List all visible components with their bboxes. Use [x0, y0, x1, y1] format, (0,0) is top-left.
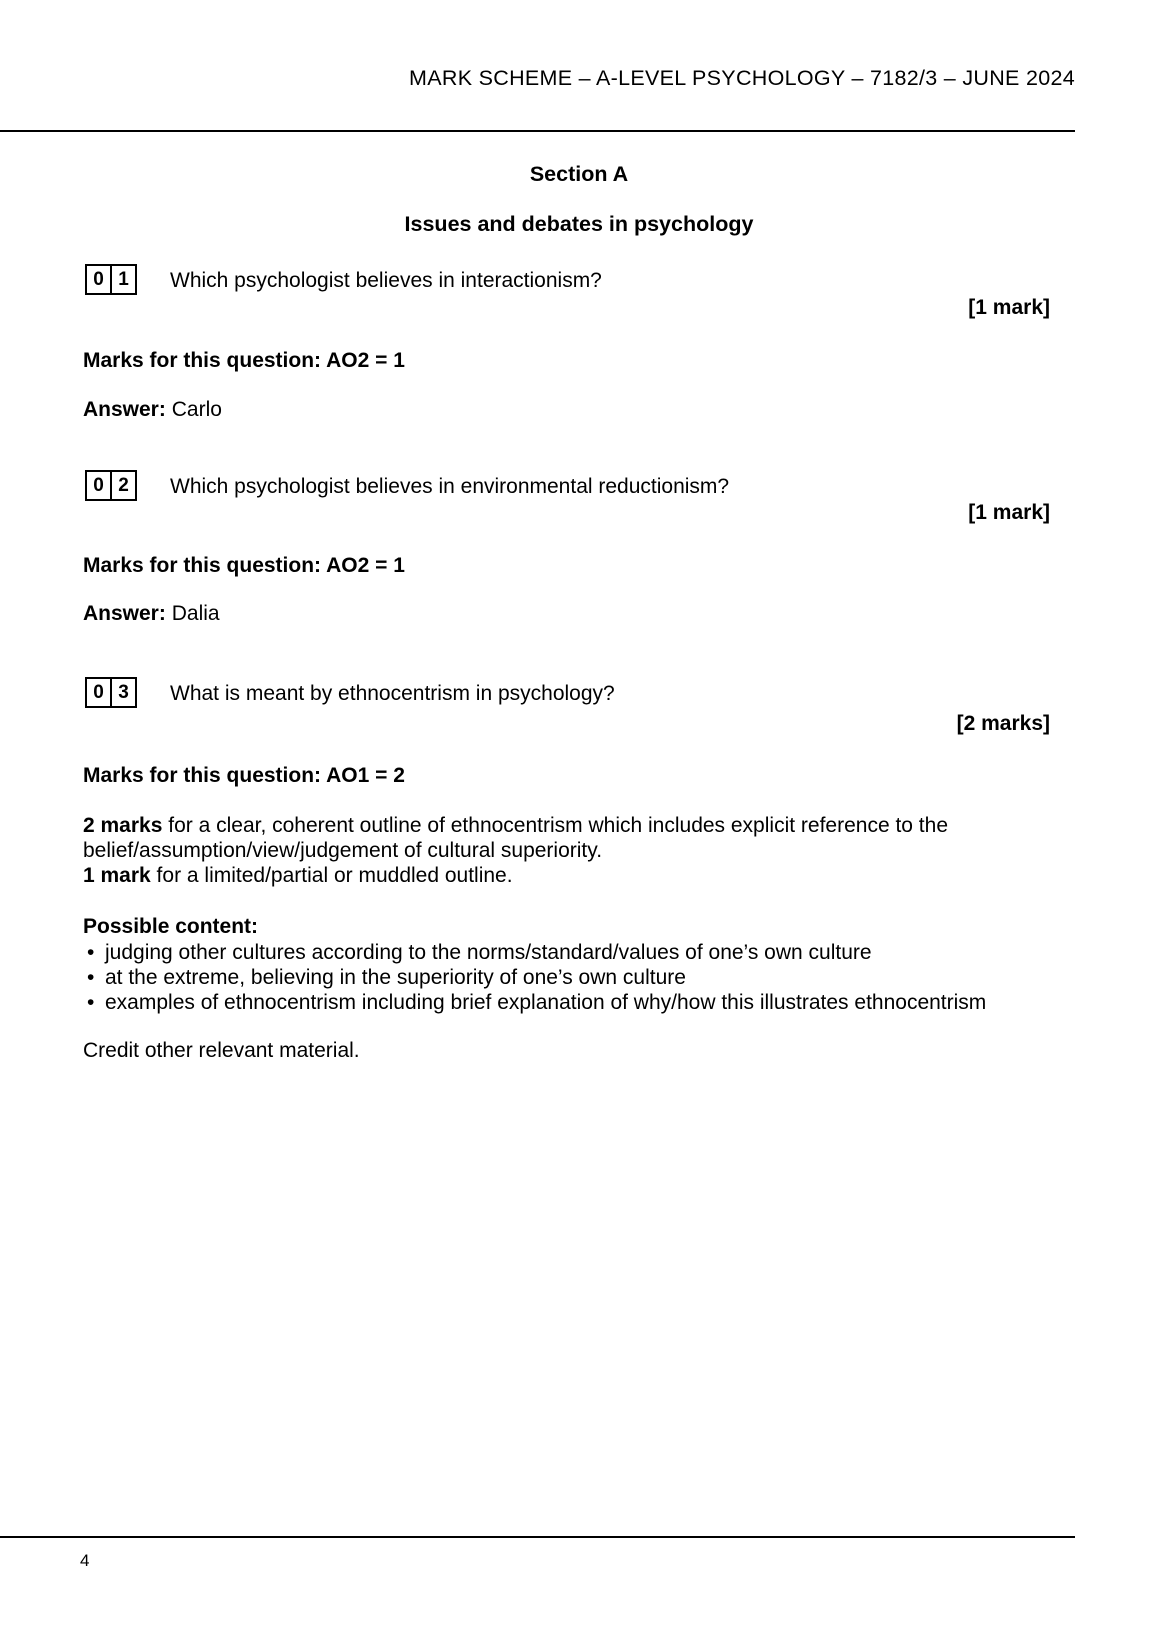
marking-guidance-line [83, 863, 1063, 888]
guidance-text-run: for a limited/partial or muddled outline. [150, 864, 513, 887]
answer-value: Dalia [171, 602, 220, 625]
credit-note: Credit other relevant material. [83, 1039, 360, 1062]
bullet-text: judging other cultures according to the norms/standard/values of one’s own culture [105, 941, 872, 964]
question-number-box-01 [85, 264, 137, 295]
marks-info-01: Marks for this question: AO2 = 1 [83, 349, 405, 372]
question-number-digit: 0 [87, 266, 112, 293]
answer-value: Carlo [171, 398, 222, 421]
question-number-digit: 2 [118, 475, 129, 496]
bullet-text: examples of ethnocentrism including brief explanation of why/how this illustrates ethnocentrism [105, 991, 987, 1014]
question-number-box-03 [85, 677, 137, 708]
section-subtitle: Issues and debates in psychology [404, 212, 754, 236]
answer-line-01 [83, 397, 222, 422]
bullet-text: at the extreme, believing in the superiority of one’s own culture [105, 966, 686, 989]
footer-rule [0, 1536, 1075, 1538]
guidance-bold-run: 2 marks [83, 814, 163, 837]
question-text-03: What is meant by ethnocentrism in psychology? [170, 682, 615, 705]
marks-info-03: Marks for this question: AO1 = 2 [83, 764, 405, 787]
question-number-digit: 0 [87, 472, 112, 499]
answer-label: Answer: [83, 602, 166, 625]
list-item [83, 990, 1073, 1015]
list-item [83, 965, 1073, 990]
bullet-icon: • [87, 966, 95, 989]
answer-line-02 [83, 601, 220, 626]
document-header-title: MARK SCHEME – A-LEVEL PSYCHOLOGY – 7182/3 – JUNE 2024 [409, 66, 1075, 90]
guidance-text-run: belief/assumption/view/judgement of cultural superiority. [83, 839, 603, 862]
marks-allocation-01: [1 mark] [968, 296, 1050, 319]
header-rule [0, 130, 1075, 132]
possible-content-list [83, 940, 1073, 1015]
question-text-02: Which psychologist believes in environmental reductionism? [170, 475, 730, 498]
guidance-text-run: for a clear, coherent outline of ethnocentrism which includes explicit reference to the [162, 814, 948, 837]
marks-allocation-02: [1 mark] [968, 501, 1050, 524]
question-number-box-02 [85, 470, 137, 501]
bullet-icon: • [87, 991, 95, 1014]
question-text-01: Which psychologist believes in interactionism? [170, 269, 602, 292]
marks-info-02: Marks for this question: AO2 = 1 [83, 554, 405, 577]
question-number-digit: 3 [118, 682, 129, 703]
bullet-icon: • [87, 941, 95, 964]
question-number-digit: 1 [118, 269, 129, 290]
page-number: 4 [80, 1551, 90, 1570]
guidance-bold-run: 1 mark [83, 864, 151, 887]
possible-content-heading: Possible content: [83, 915, 259, 938]
marks-allocation-03: [2 marks] [956, 712, 1050, 735]
marking-guidance-line [83, 813, 1063, 838]
marking-guidance-line [83, 838, 1063, 863]
answer-label: Answer: [83, 398, 166, 421]
list-item [83, 940, 1073, 965]
section-title: Section A [529, 162, 629, 186]
question-number-digit: 0 [87, 679, 112, 706]
marking-guidance [83, 813, 1063, 888]
